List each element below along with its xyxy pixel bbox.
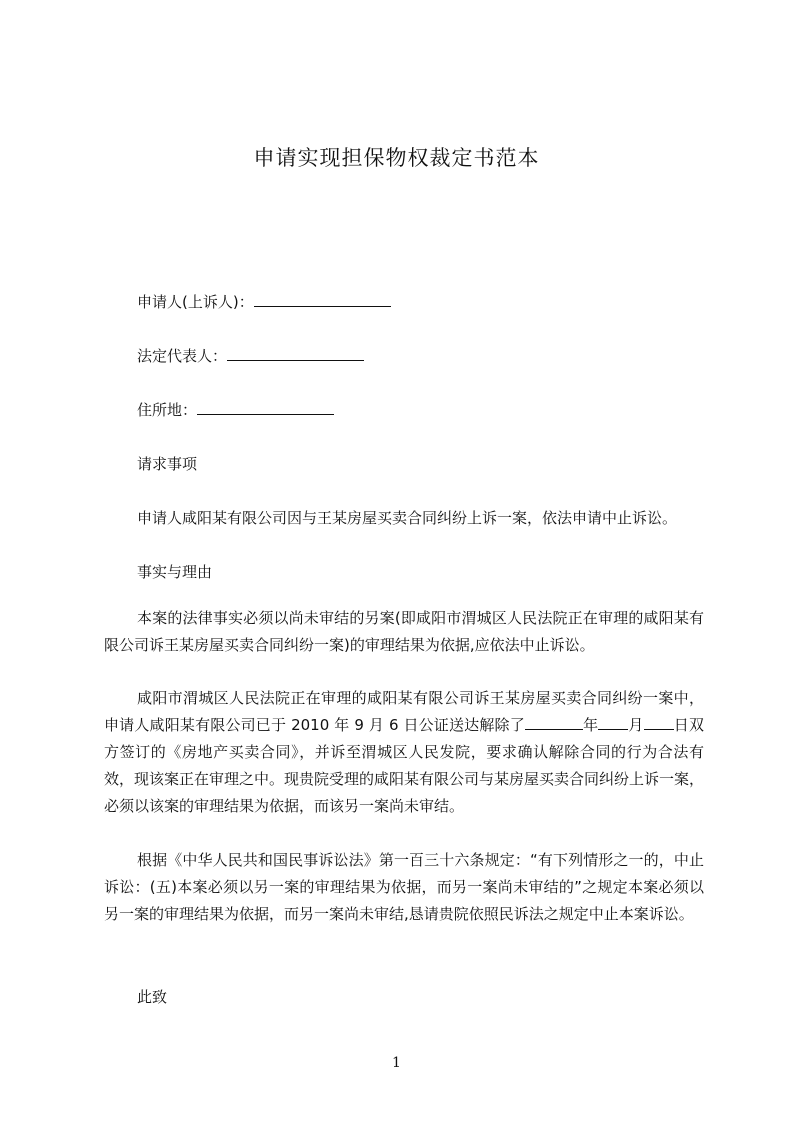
address-label: 住所地： [137,401,198,419]
day-blank[interactable] [644,715,674,730]
legal-rep-field [137,345,364,366]
document-title: 申请实现担保物权裁定书范本 [253,146,540,170]
year-unit: 年 [582,716,599,734]
applicant-field [137,291,391,312]
legal-rep-blank[interactable] [227,345,364,361]
facts-heading: 事实与理由 [137,563,213,581]
paragraph-3: 根据《中华人民共和国民事诉讼法》第一百三十六条规定：“有下列情形之一的，中止诉讼：(五)本案必须以另一案的审理结果为依据，而另一案尚未审结的”之规定本案必须以另一案的审理结果为依据，而另一案尚未审结,恳请贵院依照民诉法之规定中止本案诉讼。 [104,851,704,923]
request-heading: 请求事项 [137,455,198,473]
month-unit: 月 [628,716,644,734]
year-blank[interactable] [525,715,583,730]
paragraph-2-part-a: 咸阳市渭城区人民法院正在审理的咸阳某有限公司诉王某房屋买卖合同纠纷一案中，申请人咸阳某有限公司已于 2010 年 9 月 6 日公证送达解除了 [104,689,704,734]
paragraph-1: 本案的法律事实必须以尚未审结的另案(即咸阳市渭城区人民法院正在审理的咸阳某有限公司诉王某房屋买卖合同纠纷一案)的审理结果为依据,应依法中止诉讼。 [104,609,704,654]
applicant-blank[interactable] [254,291,391,307]
paragraph-2-part-b: 日双方签订的《房地产买卖合同》，并诉至渭城区人民发院，要求确认解除合同的行为合法有效，现该案正在审理之中。现贵院受理的咸阳某有限公司与某房屋买卖合同纠纷上诉一案，必须以该案的审理结果为依据，而该另一案尚未审结。 [104,716,705,815]
month-blank[interactable] [598,715,628,730]
paragraph-2 [104,685,704,820]
page-number: 1 [392,1055,401,1071]
address-field [137,399,334,420]
applicant-label: 申请人(上诉人)： [137,293,254,311]
closing: 此致 [137,988,168,1006]
legal-rep-label: 法定代表人： [137,347,228,365]
address-blank[interactable] [197,399,334,415]
request-text: 申请人咸阳某有限公司因与王某房屋买卖合同纠纷上诉一案，依法申请中止诉讼。 [137,509,678,527]
